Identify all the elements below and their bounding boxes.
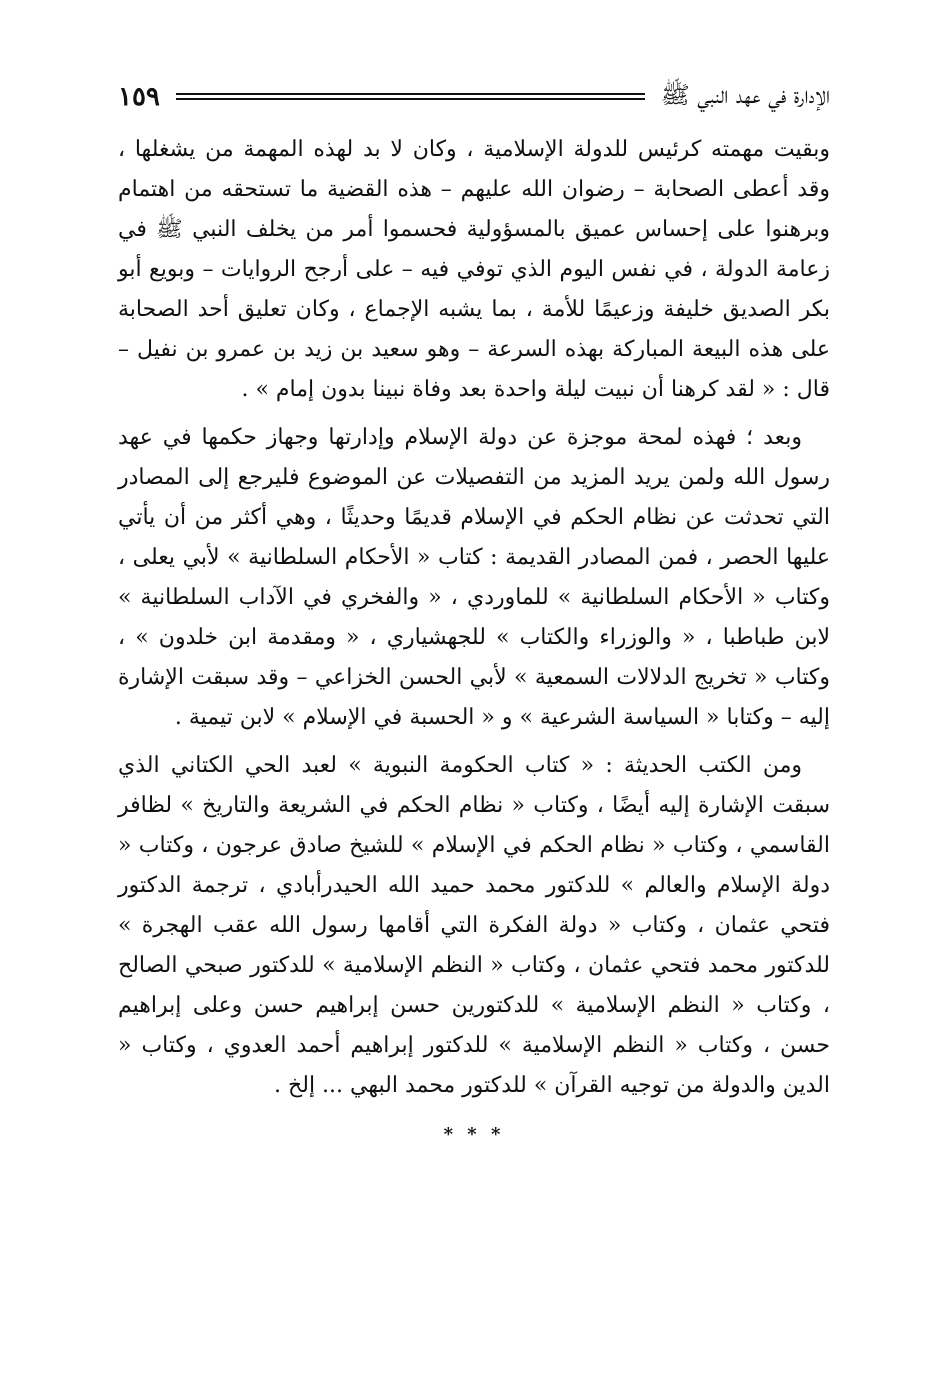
page-number: ١٥٩ xyxy=(118,82,160,112)
paragraph-old-sources: وبعد ؛ فهذه لمحة موجزة عن دولة الإسلام وإدارتها وجهاز حكمها في عهد رسول الله ولمن يريد المزيد من التفصيلات عن الموضوع فليرجع إلى المصادر التي تحدثت عن نظام الحكم في الإسلام قديمًا وحديثًا ، وهي أكثر من أن يأتي عليها الحصر ، فمن المصادر القديمة : كتاب « الأحكام السلطانية » لأبي يعلى ، وكتاب « الأحكام السلطانية » للماوردي ، « والفخري في الآداب السلطانية » لابن طباطبا ، « والوزراء والكتاب » للجهشياري ، « ومقدمة ابن خلدون » ، وكتاب « تخريج الدلالات السمعية » لأبي الحسن الخزاعي – وقد سبقت الإشارة إليه – وكتابا « السياسة الشرعية » و « الحسبة في الإسلام » لابن تيمية . xyxy=(118,425,830,730)
section-separator: * * * xyxy=(443,1124,505,1145)
header-double-rule xyxy=(176,93,645,101)
paragraph-modern-sources: ومن الكتب الحديثة : « كتاب الحكومة النبوية » لعبد الحي الكتاني الذي سبقت الإشارة إليه أيضًا ، وكتاب « نظام الحكم في الشريعة والتاريخ » لظافر القاسمي ، وكتاب « نظام الحكم في الإسلام » للشيخ صادق عرجون ، وكتاب « دولة الإسلام والعالم » للدكتور محمد حميد الله الحيدرأبادي ، ترجمة الدكتور فتحي عثمان ، وكتاب « دولة الفكرة التي أقامها رسول الله عقب الهجرة » للدكتور محمد فتحي عثمان ، وكتاب « النظم الإسلامية » للدكتور صبحي الصالح ، وكتاب « النظم الإسلامية » للدكتورين حسن إبراهيم حسن وعلى إبراهيم حسن ، وكتاب « النظم الإسلامية » للدكتور إبراهيم أحمد العدوي ، وكتاب « الدين والدولة من توجيه القرآن » للدكتور محمد البهي ... إلخ . xyxy=(118,753,830,1098)
page-header xyxy=(118,72,830,122)
paragraph-succession: وبقيت مهمته كرئيس للدولة الإسلامية ، وكان لا بد لهذه المهمة من يشغلها ، وقد أعطى الصحابة – رضوان الله عليهم – هذه القضية ما تستحقه من اهتمام وبرهنوا على إحساس عميق بالمسؤولية فحسموا أمر من يخلف النبي ﷺ في زعامة الدولة ، في نفس اليوم الذي توفي فيه – على أرجح الروايات – وبويع أبو بكر الصديق خليفة وزعيمًا للأمة ، بما يشبه الإجماع ، وكان تعليق أحد الصحابة على هذه البيعة المباركة بهذه السرعة – وهو سعيد بن زيد بن عمرو بن نفيل – قال : « لقد كرهنا أن نبيت ليلة واحدة بعد وفاة نبينا بدون إمام » . xyxy=(118,137,830,402)
page xyxy=(118,72,830,1145)
running-title: الإدارة في عهد النبي ﷺ xyxy=(660,80,830,109)
body-text xyxy=(118,130,830,1106)
